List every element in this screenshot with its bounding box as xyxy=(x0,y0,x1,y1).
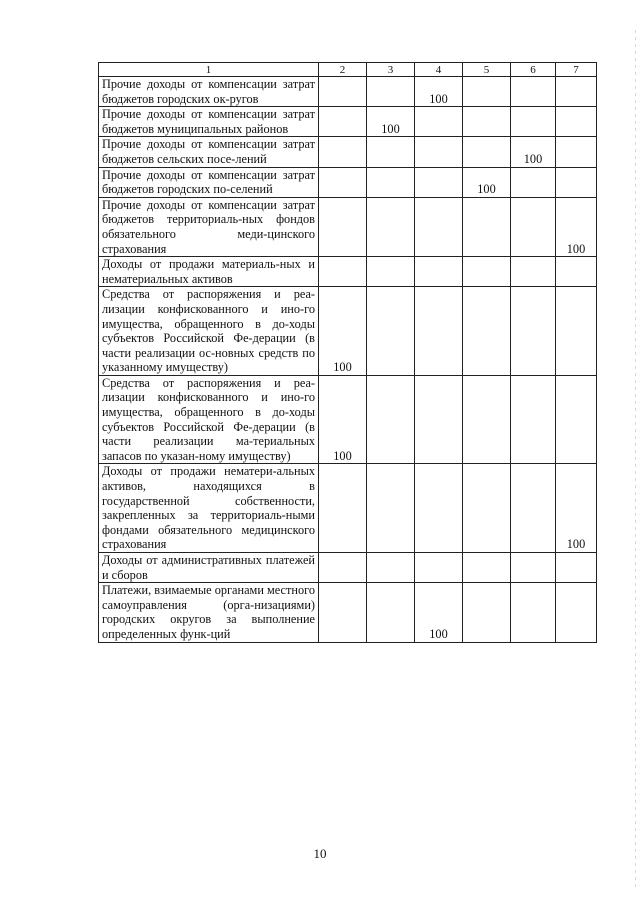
row-description: Доходы от продажи нематери-альных активов, находящихся в государственной собственности, закрепленных за территориаль-ными фондами обязательного медицинского страхования xyxy=(99,464,319,553)
row-description: Прочие доходы от компенсации затрат бюджетов муниципальных районов xyxy=(99,107,319,137)
empty-cell xyxy=(319,197,367,256)
empty-cell xyxy=(556,167,597,197)
empty-cell xyxy=(415,107,463,137)
empty-cell xyxy=(415,287,463,376)
empty-cell xyxy=(415,257,463,287)
empty-cell xyxy=(319,464,367,553)
value-cell: 100 xyxy=(463,167,511,197)
empty-cell xyxy=(367,287,415,376)
table-row xyxy=(99,583,597,642)
empty-cell xyxy=(511,464,556,553)
row-description: Средства от распоряжения и реа-лизации конфискованного и ино-го имущества, обращенного в до-ходы субъектов Российской Фе-дерации (в части реализации ос-новных средств по указанному имуществу) xyxy=(99,287,319,376)
table-row xyxy=(99,77,597,107)
empty-cell xyxy=(511,553,556,583)
empty-cell xyxy=(556,107,597,137)
empty-cell xyxy=(556,553,597,583)
empty-cell xyxy=(556,137,597,167)
empty-cell xyxy=(463,77,511,107)
empty-cell xyxy=(463,137,511,167)
value-cell: 100 xyxy=(556,197,597,256)
empty-cell xyxy=(319,257,367,287)
value-cell: 100 xyxy=(415,583,463,642)
section-heading: Доходы от продажи материаль-ных и нематериальных активов xyxy=(99,257,319,287)
column-header: 3 xyxy=(367,63,415,77)
empty-cell xyxy=(556,583,597,642)
empty-cell xyxy=(367,197,415,256)
empty-cell xyxy=(415,167,463,197)
empty-cell xyxy=(463,197,511,256)
empty-cell xyxy=(415,464,463,553)
section-row xyxy=(99,257,597,287)
revenue-table xyxy=(98,62,597,643)
column-header: 5 xyxy=(463,63,511,77)
value-cell: 100 xyxy=(319,375,367,464)
empty-cell xyxy=(367,553,415,583)
column-header: 6 xyxy=(511,63,556,77)
empty-cell xyxy=(367,257,415,287)
empty-cell xyxy=(511,167,556,197)
empty-cell xyxy=(319,167,367,197)
empty-cell xyxy=(556,375,597,464)
table-row xyxy=(99,375,597,464)
empty-cell xyxy=(463,375,511,464)
empty-cell xyxy=(367,167,415,197)
empty-cell xyxy=(511,197,556,256)
empty-cell xyxy=(463,107,511,137)
column-header: 2 xyxy=(319,63,367,77)
section-row xyxy=(99,553,597,583)
empty-cell xyxy=(319,583,367,642)
value-cell: 100 xyxy=(511,137,556,167)
empty-cell xyxy=(556,257,597,287)
column-header: 7 xyxy=(556,63,597,77)
row-description: Средства от распоряжения и реа-лизации конфискованного и ино-го имущества, обращенного в до-ходы субъектов Российской Фе-дерации (в части реализации ма-териальных запасов по указан-ному имуществу) xyxy=(99,375,319,464)
empty-cell xyxy=(319,137,367,167)
empty-cell xyxy=(511,375,556,464)
table-row xyxy=(99,287,597,376)
empty-cell xyxy=(415,553,463,583)
table-row xyxy=(99,197,597,256)
empty-cell xyxy=(367,137,415,167)
empty-cell xyxy=(415,197,463,256)
empty-cell xyxy=(556,77,597,107)
table-body xyxy=(99,77,597,643)
table-row xyxy=(99,107,597,137)
column-header: 4 xyxy=(415,63,463,77)
empty-cell xyxy=(511,107,556,137)
empty-cell xyxy=(463,287,511,376)
empty-cell xyxy=(463,257,511,287)
table-row xyxy=(99,167,597,197)
header-row xyxy=(99,63,597,77)
empty-cell xyxy=(319,553,367,583)
value-cell: 100 xyxy=(415,77,463,107)
section-heading: Доходы от административных платежей и сборов xyxy=(99,553,319,583)
empty-cell xyxy=(367,464,415,553)
value-cell: 100 xyxy=(319,287,367,376)
empty-cell xyxy=(511,583,556,642)
empty-cell xyxy=(463,583,511,642)
empty-cell xyxy=(463,553,511,583)
empty-cell xyxy=(367,583,415,642)
empty-cell xyxy=(319,107,367,137)
value-cell: 100 xyxy=(367,107,415,137)
value-cell: 100 xyxy=(556,464,597,553)
table-row xyxy=(99,137,597,167)
empty-cell xyxy=(319,77,367,107)
table-row xyxy=(99,464,597,553)
empty-cell xyxy=(415,375,463,464)
empty-cell xyxy=(463,464,511,553)
row-description: Платежи, взимаемые органами местного самоуправления (орга-низациями) городских округов за выполнение определенных функ-ций xyxy=(99,583,319,642)
empty-cell xyxy=(511,77,556,107)
row-description: Прочие доходы от компенсации затрат бюджетов городских ок-ругов xyxy=(99,77,319,107)
empty-cell xyxy=(367,77,415,107)
page-number: 10 xyxy=(313,846,327,861)
empty-cell xyxy=(511,257,556,287)
row-description: Прочие доходы от компенсации затрат бюджетов территориаль-ных фондов обязательного меди-цинского страхования xyxy=(99,197,319,256)
column-header: 1 xyxy=(99,63,319,77)
row-description: Прочие доходы от компенсации затрат бюджетов городских по-селений xyxy=(99,167,319,197)
scan-edge xyxy=(635,30,636,890)
empty-cell xyxy=(556,287,597,376)
empty-cell xyxy=(415,137,463,167)
empty-cell xyxy=(367,375,415,464)
empty-cell xyxy=(511,287,556,376)
row-description: Прочие доходы от компенсации затрат бюджетов сельских посе-лений xyxy=(99,137,319,167)
